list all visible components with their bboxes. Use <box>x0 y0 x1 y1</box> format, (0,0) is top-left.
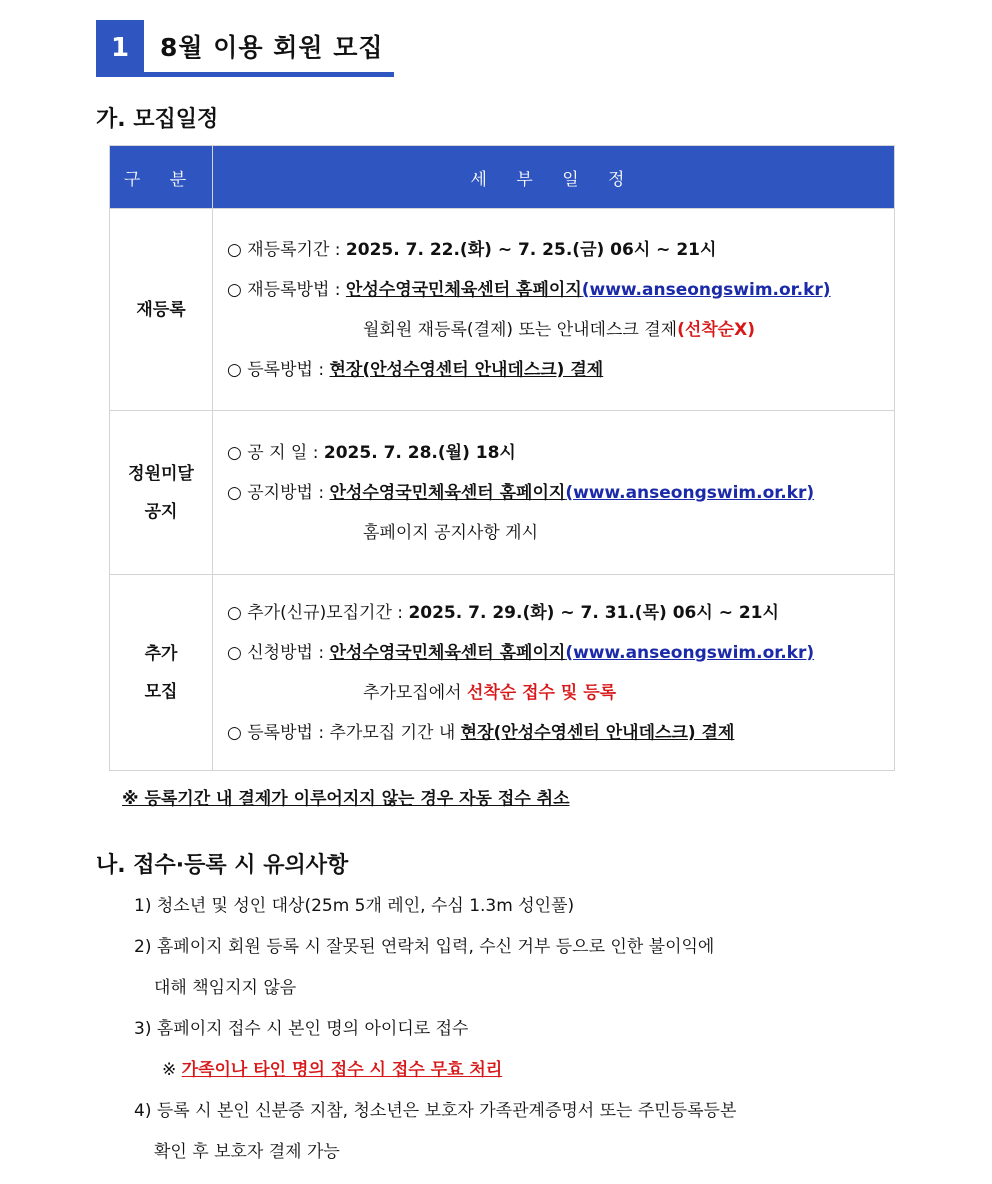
bullet: ○ <box>227 442 242 463</box>
category-cell <box>110 411 213 575</box>
separator: : <box>397 602 404 623</box>
list-item: 1) 청소년 및 성인 대상(25m 5개 레인, 수심 1.3m 성인풀) <box>134 896 575 916</box>
category-label: 공지 <box>144 501 178 522</box>
warning-text: (선착순X) <box>677 319 755 340</box>
homepage-name: 안성수영국민체육센터 홈페이지 <box>345 279 582 300</box>
subsection-title-a: 가. 모집일정 <box>96 107 219 132</box>
bullet: ○ <box>227 482 242 503</box>
detail-cell <box>213 575 895 771</box>
list-item: 4) 등록 시 본인 신분증 지참, 청소년은 보호자 가족관계증명서 또는 주민등록등본 <box>134 1101 737 1121</box>
category-label: 모집 <box>144 681 178 702</box>
subsection-title-b: 나. 접수·등록 시 유의사항 <box>96 853 349 878</box>
category-cell <box>110 575 213 771</box>
bullet: ○ <box>227 602 242 623</box>
notice-list <box>134 886 736 1173</box>
category-cell <box>110 209 213 411</box>
separator: : <box>318 642 325 663</box>
detail-label: 신청방법 <box>247 642 313 663</box>
separator: : <box>318 359 325 380</box>
homepage-name: 안성수영국민체육센터 홈페이지 <box>329 642 566 663</box>
detail-line <box>227 593 894 633</box>
bullet: ○ <box>227 359 242 380</box>
category-label: 정원미달 <box>128 463 194 484</box>
detail-value: 2025. 7. 22.(화) ~ 7. 25.(금) 06시 ~ 21시 <box>345 239 717 260</box>
bullet: ○ <box>227 239 242 260</box>
table-row <box>110 411 895 575</box>
homepage-url-link[interactable]: (www.anseongswim.or.kr) <box>565 482 815 503</box>
table-row <box>110 209 895 411</box>
list-item-continuation: 확인 후 보호자 결제 가능 <box>154 1142 340 1162</box>
detail-value: 2025. 7. 29.(화) ~ 7. 31.(목) 06시 ~ 21시 <box>408 602 779 623</box>
detail-line <box>227 270 894 310</box>
header-detail: 세 부 일 정 <box>213 146 895 209</box>
schedule-table <box>109 145 895 771</box>
detail-label: 공 지 일 <box>247 442 308 463</box>
table-header-row <box>110 146 895 209</box>
list-item-warning <box>134 1050 736 1091</box>
detail-label: 재등록방법 <box>247 279 330 300</box>
table-row <box>110 575 895 771</box>
separator: : <box>334 239 341 260</box>
detail-line <box>227 310 894 350</box>
detail-label: 등록방법 <box>247 722 313 743</box>
detail-value: 2025. 7. 28.(월) 18시 <box>323 442 516 463</box>
category-label: 재등록 <box>136 299 186 320</box>
detail-line <box>227 673 894 713</box>
separator: : <box>312 442 319 463</box>
bullet: ○ <box>227 279 242 300</box>
list-item: 3) 홈페이지 접수 시 본인 명의 아이디로 접수 <box>134 1019 469 1039</box>
detail-text: 월회원 재등록(결제) 또는 안내데스크 결제 <box>363 319 678 340</box>
warning-text: 선착순 접수 및 등록 <box>466 682 617 703</box>
category-label: 추가 <box>144 643 178 664</box>
bullet: ○ <box>227 642 242 663</box>
detail-value: 현장(안성수영센터 안내데스크) 결제 <box>460 722 735 743</box>
detail-line <box>227 713 894 753</box>
detail-text: 홈페이지 공지사항 게시 <box>363 522 539 543</box>
detail-label: 공지방법 <box>247 482 313 503</box>
detail-text: 추가모집 기간 내 <box>329 722 456 743</box>
separator: : <box>318 482 325 503</box>
title-underline-thin <box>96 76 394 77</box>
detail-label: 재등록기간 <box>247 239 330 260</box>
detail-label: 추가(신규)모집기간 <box>247 602 392 623</box>
separator: : <box>318 722 325 743</box>
detail-line <box>227 230 894 270</box>
section-header <box>96 20 394 76</box>
warning-text: 가족이나 타인 명의 접수 시 접수 무효 처리 <box>181 1060 503 1080</box>
detail-line <box>227 633 894 673</box>
detail-cell <box>213 411 895 575</box>
bullet: ○ <box>227 722 242 743</box>
detail-line <box>227 350 894 390</box>
section-number: 1 <box>96 20 144 76</box>
detail-cell <box>213 209 895 411</box>
homepage-url-link[interactable]: (www.anseongswim.or.kr) <box>565 642 815 663</box>
detail-line <box>227 433 894 473</box>
list-item: 2) 홈페이지 회원 등록 시 잘못된 연락처 입력, 수신 거부 등으로 인한 불이익에 <box>134 937 715 957</box>
section-title: 8월 이용 회원 모집 <box>160 33 384 62</box>
note-mark: ※ <box>162 1060 177 1080</box>
detail-label: 등록방법 <box>247 359 313 380</box>
homepage-url-link[interactable]: (www.anseongswim.or.kr) <box>581 279 831 300</box>
detail-text: 추가모집에서 <box>363 682 462 703</box>
header-category: 구 분 <box>110 146 213 209</box>
payment-notice: ※ 등록기간 내 결제가 이루어지지 않는 경우 자동 접수 취소 <box>122 789 570 809</box>
detail-value: 현장(안성수영센터 안내데스크) 결제 <box>329 359 604 380</box>
detail-line <box>227 513 894 553</box>
list-item-continuation: 대해 책임지지 않음 <box>154 978 297 998</box>
homepage-name: 안성수영국민체육센터 홈페이지 <box>329 482 566 503</box>
detail-line <box>227 473 894 513</box>
separator: : <box>334 279 341 300</box>
